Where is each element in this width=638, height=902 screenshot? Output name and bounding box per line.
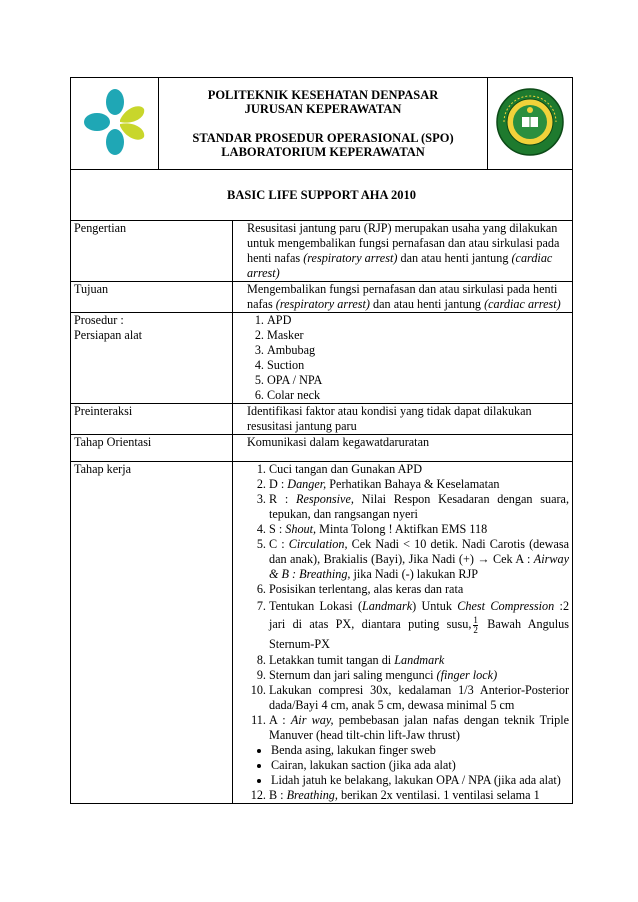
spo-document (70, 77, 572, 804)
document-type: STANDAR PROSEDUR OPERASIONAL (SPO) (192, 130, 454, 145)
row-pengertian (71, 221, 573, 282)
list-persiapan-alat (233, 313, 573, 404)
pengertian-part-c: dan atau henti jantung (397, 251, 512, 265)
institution-name: POLITEKNIK KESEHATAN DENPASAR (207, 87, 439, 102)
list-item: 5. OPA / NPA (267, 373, 569, 388)
label-pengertian: Pengertian (71, 221, 233, 282)
step-text: A : (269, 712, 291, 727)
step-text: Tentukan Lokasi ( (269, 599, 363, 613)
step-text: Nilai Respon Kesadaran dengan suara, tepukan, dan rangsangan nyeri (269, 492, 570, 521)
row-orientasi (71, 435, 573, 462)
label-prosedur-title: Prosedur : (74, 313, 124, 327)
label-preinteraksi: Preinteraksi (71, 404, 233, 435)
step-item (269, 788, 569, 803)
bullet-item: • Benda asing, lakukan finger sweb (271, 743, 569, 758)
step-term: (finger lock) (436, 667, 498, 682)
header-title-cell (159, 78, 488, 170)
step-item: 10. Lakukan compresi 30x, kedalaman 1/3 Anterior-Posterior dada/Bayi 4 cm, anak 5 cm, dewasa minimal 5 cm (269, 683, 569, 713)
step-text: jika Nadi (-) lakukan RJP (350, 567, 479, 581)
poltekkes-seal-icon (496, 88, 564, 156)
pengertian-part-d: (cardiac arrest) (247, 251, 553, 280)
step-item (269, 522, 569, 537)
step-term: Chest Compression (457, 599, 555, 613)
tujuan-part-b: (respiratory arrest) (275, 297, 370, 311)
step-text: ) Untuk (412, 599, 458, 613)
row-preinteraksi (71, 404, 573, 435)
text-orientasi: Komunikasi dalam kegawatdaruratan (233, 435, 573, 462)
step-text: Bawah Angulus Sternum-PX (269, 617, 570, 651)
step-text: D : (269, 477, 288, 491)
list-item: 1. APD (267, 313, 569, 328)
step-term: Landmark (394, 652, 445, 667)
tujuan-part-d: (cardiac arrest) (484, 297, 561, 311)
spo-table (70, 77, 573, 804)
left-logo-cell (71, 78, 159, 170)
row-tujuan (71, 282, 573, 313)
text-tujuan (233, 282, 573, 313)
row-tahap-kerja (71, 462, 573, 804)
tujuan-part-a: Mengembalikan fungsi pernafasan dan atau sirkulasi pada henti nafas (247, 282, 558, 311)
list-item: 3. Ambubag (267, 343, 569, 358)
step-text: R : (269, 492, 297, 506)
step-text: Cek Nadi < 10 detik. Nadi Carotis (dewasa dan anak), Brakialis (Bayi), Jika Nadi (+) → Cek A : (269, 537, 570, 566)
pengertian-part-b: (respiratory arrest) (303, 251, 398, 265)
step-term: Airway & B : Breathing, (269, 552, 570, 581)
ministry-of-health-logo (84, 89, 146, 155)
step-text: Letakkan tumit tangan di (269, 652, 395, 667)
step-term: Danger, (287, 477, 327, 491)
step-item (269, 537, 569, 582)
right-logo-cell (488, 78, 573, 170)
section-title: BASIC LIFE SUPPORT AHA 2010 (71, 170, 573, 221)
step-item (269, 492, 569, 522)
step-term: Shout, (285, 522, 317, 536)
list-item: 2. Masker (267, 328, 569, 343)
step-text: B : (269, 787, 287, 802)
fraction (473, 616, 478, 635)
step-item: 1. Cuci tangan dan Gunakan APD (269, 462, 569, 477)
label-orientasi: Tahap Orientasi (71, 435, 233, 462)
step-item (269, 597, 569, 653)
step-item: 6. Posisikan terlentang, alas keras dan rata (269, 582, 569, 597)
text-pengertian (233, 221, 573, 282)
step-text: Perhatikan Bahaya & Keselamatan (326, 477, 500, 491)
step-text: S : (269, 522, 286, 536)
section-title-row (71, 170, 573, 221)
step-term: Responsive, (296, 492, 354, 506)
step-text: berikan 2x ventilasi. 1 ventilasi selama 1 (337, 787, 540, 802)
step-item (269, 477, 569, 492)
label-persiapan-alat: Persiapan alat (74, 328, 143, 342)
department-name: JURUSAN KEPERAWATAN (244, 102, 402, 116)
label-tahap-kerja: Tahap kerja (71, 462, 233, 804)
step-text: C : (269, 537, 289, 551)
label-prosedur (71, 313, 233, 404)
step-text: Sternum dan jari saling mengunci (269, 667, 437, 682)
bullet-item: • Cairan, lakukan saction (jika ada alat) (271, 758, 569, 773)
step-text: Minta Tolong ! Aktifkan EMS 118 (316, 522, 488, 536)
step-item (269, 713, 569, 743)
tujuan-part-c: dan atau henti jantung (370, 297, 485, 311)
step-text: :2 jari di atas PX, diantara puting susu, (269, 599, 570, 631)
step-term: Breathing, (286, 787, 338, 802)
fraction-numerator: 1 (473, 614, 478, 625)
laboratory-name: LABORATORIUM KEPERAWATAN (221, 145, 425, 159)
step-term: Landmark (362, 599, 413, 613)
step-item (269, 668, 569, 683)
header-row (71, 78, 573, 170)
step-term: Circulation, (288, 537, 348, 551)
label-tujuan: Tujuan (71, 282, 233, 313)
step-item (269, 653, 569, 668)
bullet-item: • Lidah jatuh ke belakang, lakukan OPA / NPA (jika ada alat) (271, 773, 569, 788)
step-term: Air way, (290, 712, 334, 727)
list-item: 6. Colar neck (267, 388, 569, 403)
list-item: 4. Suction (267, 358, 569, 373)
fraction-denominator: 2 (473, 624, 478, 635)
steps-tahap-kerja (233, 462, 573, 804)
row-prosedur (71, 313, 573, 404)
pengertian-part-a: Resusitasi jantung paru (RJP) merupakan usaha yang dilakukan untuk mengembalikan fungsi pernafasan dan atau sirkulasi pada henti nafas (247, 221, 560, 265)
step-text: pembebasan jalan nafas dengan teknik Triple Manuver (head tilt-chin lift-Jaw thrust) (269, 712, 570, 742)
text-preinteraksi: Identifikasi faktor atau kondisi yang tidak dapat dilakukan resusitasi jantung paru (233, 404, 573, 435)
